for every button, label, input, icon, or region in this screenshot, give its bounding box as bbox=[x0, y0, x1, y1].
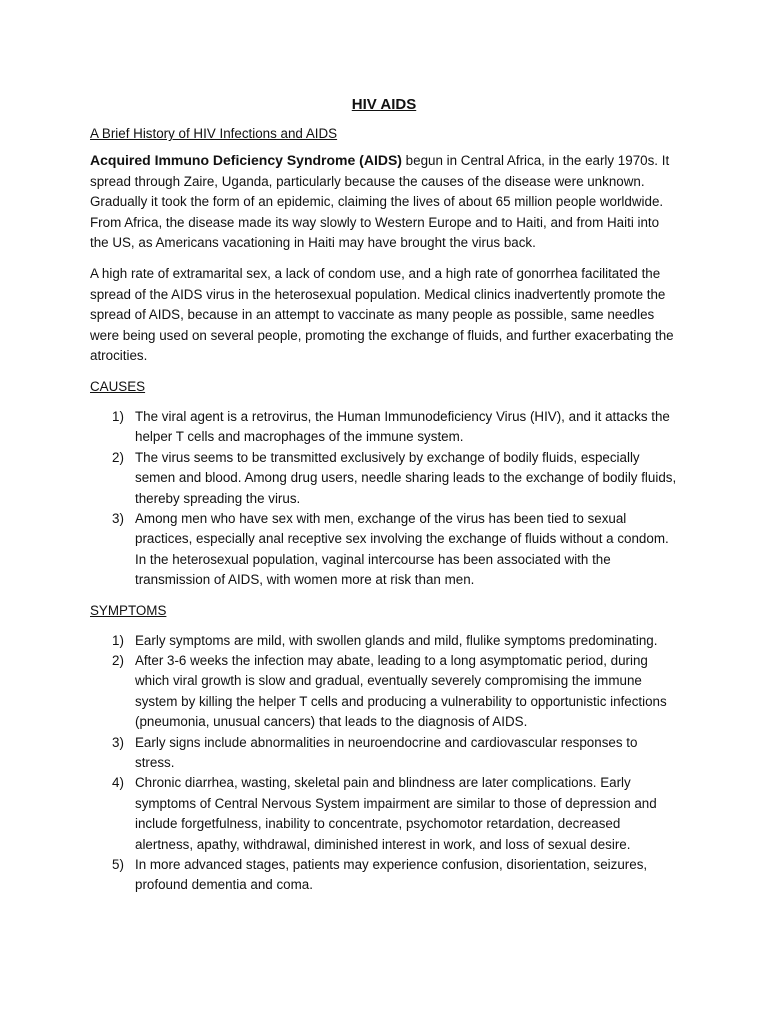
document-title: HIV AIDS bbox=[351, 96, 417, 113]
list-item bbox=[90, 509, 678, 591]
list-number: 1) bbox=[112, 632, 124, 648]
causes-heading: CAUSES bbox=[90, 378, 146, 394]
list-text: Among men who have sex with men, exchange of the virus has been tied to sexual practices, especially anal receptive sex involving the exchange of fluids without a condom. In the heterosexual population, vaginal intercourse has been associated with the transmission of AIDS, with women more at risk than men. bbox=[135, 510, 669, 588]
list-item bbox=[90, 733, 678, 774]
list-item bbox=[90, 773, 678, 855]
list-text: Early symptoms are mild, with swollen glands and mild, flulike symptoms predominating. bbox=[135, 632, 658, 648]
list-text: Chronic diarrhea, wasting, skeletal pain and blindness are later complications. Early symptoms of Central Nervous System impairment are similar to those of depression and include forgetfulness, inability to concentrate, psychomotor retardation, decreased alertness, apathy, withdrawal, diminished interest in work, and loss of sexual desire. bbox=[135, 775, 657, 852]
list-text: The virus seems to be transmitted exclusively by exchange of bodily fluids, especially semen and blood. Among drug users, needle sharing leads to the exchange of bodily fluids, thereby spreading the virus. bbox=[135, 449, 677, 506]
document-subtitle: A Brief History of HIV Infections and AIDS bbox=[90, 126, 338, 141]
intro-paragraph bbox=[90, 150, 678, 254]
intro-text: begun in Central Africa, in the early 1970s. It spread through Zaire, Uganda, particularly because the causes of the disease were unknown. Gradually it took the form of an epidemic, claiming the lives of about 65 million people worldwide. From Africa, the disease made its way slowly to Western Europe and to Haiti, and from Haiti into the US, as Americans vacationing in Haiti may have brought the virus back. bbox=[90, 153, 670, 251]
list-number: 2) bbox=[112, 449, 124, 465]
list-number: 3) bbox=[112, 734, 124, 750]
list-text: In more advanced stages, patients may experience confusion, disorientation, seizures, profound dementia and coma. bbox=[135, 857, 648, 893]
symptoms-list bbox=[90, 631, 678, 896]
list-item bbox=[90, 631, 678, 651]
list-text: After 3-6 weeks the infection may abate, leading to a long asymptomatic period, during which viral growth is slow and gradual, eventually severely compromising the immune system by killing the helper T cells and producing a vulnerability to opportunistic infections (pneumonia, unusual cancers) that leads to the diagnosis of AIDS. bbox=[135, 653, 667, 730]
symptoms-heading: SYMPTOMS bbox=[90, 602, 167, 618]
list-number: 1) bbox=[112, 408, 124, 424]
list-number: 4) bbox=[112, 775, 124, 791]
paragraph-spread: A high rate of extramarital sex, a lack of condom use, and a high rate of gonorrhea facilitated the spread of the AIDS virus in the heterosexual population. Medical clinics inadvertently promote the spread of AIDS, because in an attempt to vaccinate as many people as possible, same needles were being used on several people, promoting the exchange of fluids, and further exacerbating the atrocities. bbox=[90, 265, 674, 364]
list-text: The viral agent is a retrovirus, the Human Immunodeficiency Virus (HIV), and it attacks the helper T cells and macrophages of the immune system. bbox=[135, 408, 670, 445]
list-item bbox=[90, 855, 678, 896]
list-text: Early signs include abnormalities in neuroendocrine and cardiovascular responses to stress. bbox=[135, 734, 638, 771]
causes-list bbox=[90, 407, 678, 591]
list-number: 5) bbox=[112, 857, 124, 873]
list-number: 3) bbox=[112, 510, 124, 526]
list-item bbox=[90, 448, 678, 509]
list-item bbox=[90, 407, 678, 448]
list-item bbox=[90, 651, 678, 733]
intro-lead: Acquired Immuno Deficiency Syndrome (AIDS) bbox=[90, 152, 402, 168]
list-number: 2) bbox=[112, 653, 124, 668]
